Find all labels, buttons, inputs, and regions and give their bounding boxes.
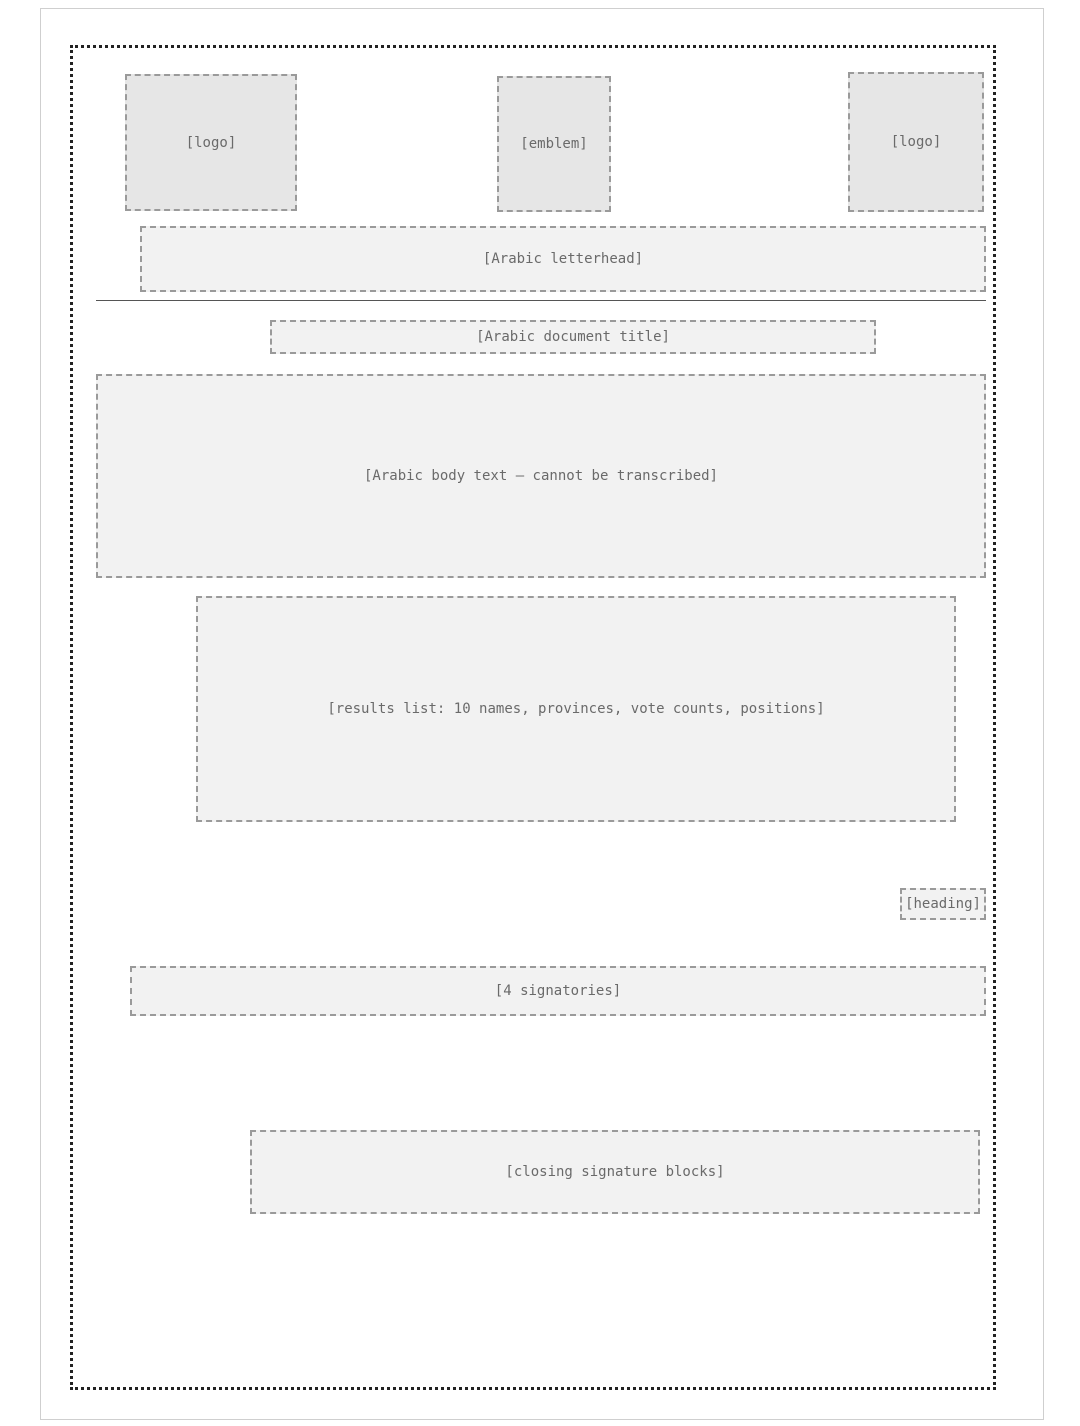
child-parliament-emblem: [emblem] — [497, 76, 611, 212]
election-results-list: [results list: 10 names, provinces, vote counts, positions] — [196, 596, 956, 822]
signatories: [4 signatories] — [130, 966, 986, 1016]
body-text: [Arabic body text — cannot be transcribed] — [96, 374, 986, 578]
header-divider — [96, 300, 986, 301]
signatories-heading: [heading] — [900, 888, 986, 920]
ministry-of-education-seal: [logo] — [125, 74, 297, 211]
ministry-of-labor-seal: [logo] — [848, 72, 984, 212]
document-title: [Arabic document title] — [270, 320, 876, 354]
letterhead: [Arabic letterhead] — [140, 226, 986, 292]
closing-signatures: [closing signature blocks] — [250, 1130, 980, 1214]
